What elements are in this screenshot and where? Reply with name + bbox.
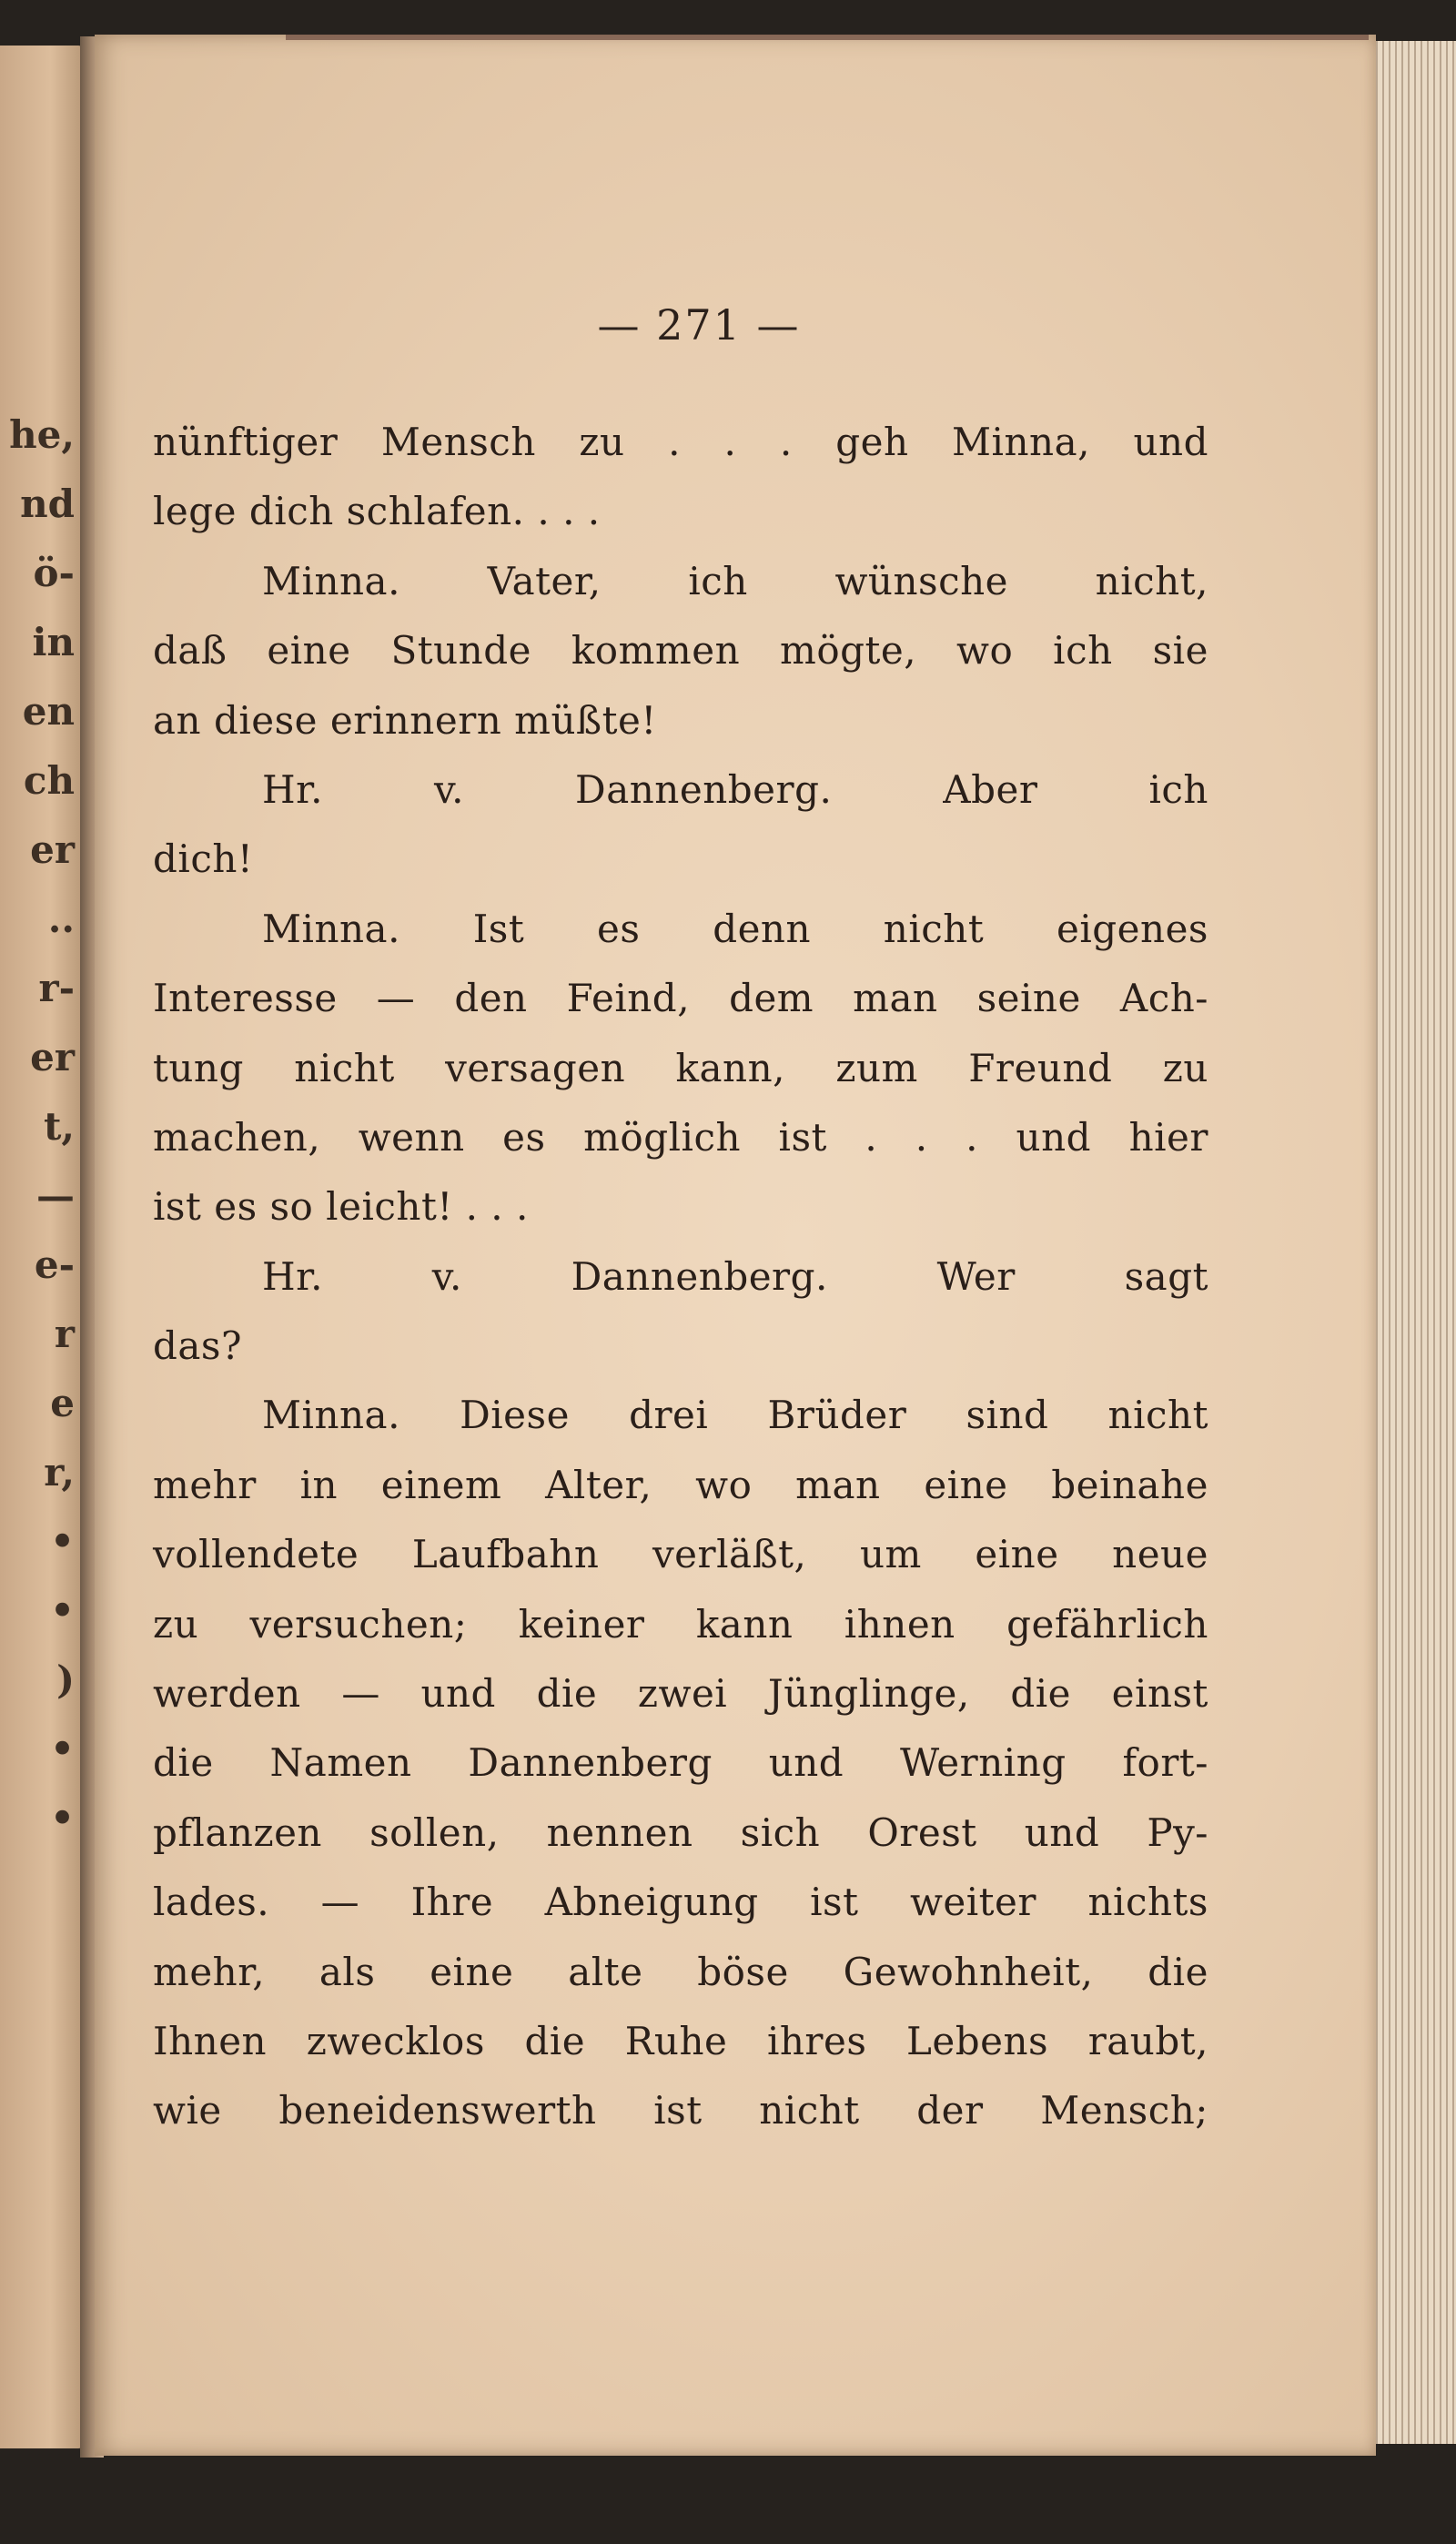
page-top-edge — [286, 35, 1369, 40]
text-line: werden — und die zwei Jünglinge, die einst — [153, 1671, 1208, 1717]
text-line: das? — [153, 1323, 242, 1369]
text-line: lades. — Ihre Abneigung ist weiter nichts — [153, 1880, 1208, 1925]
left-page-fragment: r — [54, 1312, 75, 1356]
left-page-fragment: • — [50, 1519, 75, 1564]
book-page — [95, 35, 1376, 2456]
text-line: pflanzen sollen, nennen sich Orest und Py- — [153, 1809, 1208, 1855]
left-page-fragment: e- — [34, 1242, 75, 1287]
text-line: ist es so leicht! . . . — [153, 1184, 529, 1230]
text-line: Minna. Ist es denn nicht eigenes — [262, 906, 1208, 951]
left-page-fragment: he, — [9, 412, 75, 457]
left-page-fragment: — — [36, 1173, 75, 1218]
text-line: daß eine Stunde kommen mögte, wo ich sie — [153, 628, 1208, 674]
left-page-fragment: er — [30, 827, 75, 872]
left-page-fragment: r- — [38, 966, 75, 1010]
left-page-fragment: ch — [23, 758, 75, 803]
left-page-fragment: ) — [56, 1657, 75, 1702]
text-line: lege dich schlafen. . . . — [153, 489, 601, 534]
page-edges — [1365, 41, 1456, 2444]
text-line: machen, wenn es möglich ist . . . und hier — [153, 1114, 1208, 1160]
left-page-text-fragments — [4, 400, 80, 1853]
text-line: mehr, als eine alte böse Gewohnheit, die — [153, 1949, 1208, 1994]
left-page-fragment: • — [50, 1796, 75, 1840]
left-page-fragment: • — [50, 1588, 75, 1633]
text-line: an diese erinnern müßte! — [153, 697, 657, 743]
text-line: dich! — [153, 836, 254, 882]
left-page-fragment: er — [30, 1035, 75, 1079]
text-line: mehr in einem Alter, wo man eine beinahe — [153, 1462, 1208, 1507]
left-page-fragment: en — [22, 689, 75, 734]
left-page-fragment: .. — [47, 897, 75, 941]
text-line: Hr. v. Dannenberg. Aber ich — [262, 766, 1208, 812]
left-page-fragment: • — [50, 1727, 75, 1771]
text-line: tung nicht versagen kann, zum Freund zu — [153, 1045, 1208, 1090]
left-page-fragment: t, — [43, 1104, 75, 1149]
left-page-fragment: ö- — [33, 551, 75, 595]
left-page-fragment: e — [50, 1381, 75, 1425]
left-page-fragment: in — [32, 620, 75, 664]
left-page-fragment: nd — [20, 481, 75, 526]
text-line: vollendete Laufbahn verläßt, um eine neue — [153, 1532, 1208, 1577]
text-line: Interesse — den Feind, dem man seine Ach- — [153, 976, 1208, 1021]
text-line: zu versuchen; keiner kann ihnen gefährlich — [153, 1601, 1208, 1647]
text-line: Ihnen zwecklos die Ruhe ihres Lebens raubt, — [153, 2018, 1208, 2063]
left-page-fragment: r, — [44, 1450, 75, 1495]
text-line: Minna. Diese drei Brüder sind nicht — [262, 1393, 1208, 1438]
text-line: nünftiger Mensch zu . . . geh Minna, und — [153, 420, 1208, 464]
text-line: Hr. v. Dannenberg. Wer sagt — [262, 1253, 1208, 1299]
page-number: — 271 — — [597, 300, 801, 350]
text-line: wie beneidenswerth ist nicht der Mensch; — [153, 2088, 1208, 2134]
page-text — [153, 408, 1208, 2146]
text-line: Minna. Vater, ich wünsche nicht, — [262, 558, 1208, 603]
text-line: die Namen Dannenberg und Werning fort- — [153, 1740, 1208, 1786]
left-page-edge — [0, 46, 84, 2448]
